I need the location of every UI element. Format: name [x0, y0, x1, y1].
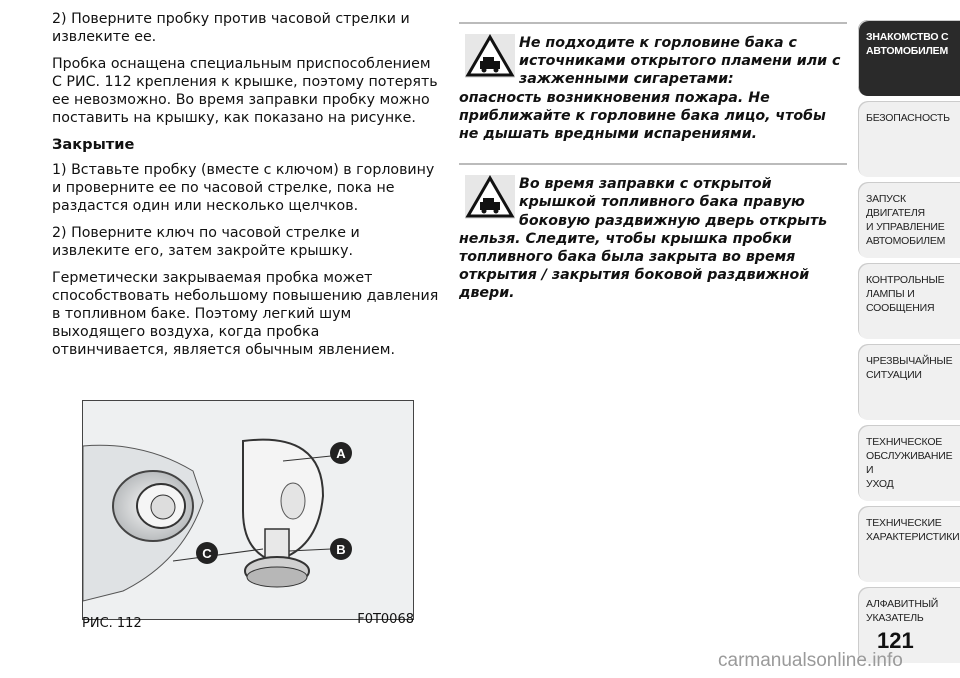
warnings-column — [459, 22, 847, 303]
tab-getting-to-know[interactable]: ЗНАКОМСТВО С АВТОМОБИЛЕМ — [858, 20, 960, 96]
tab-index[interactable]: АЛФАВИТНЫЙ УКАЗАТЕЛЬ — [858, 587, 960, 663]
body-text-column — [52, 10, 440, 368]
figure-number: РИС. 112 — [82, 616, 142, 631]
paragraph-cap-attachment: Пробка оснащена специальным приспособлением С РИС. 112 крепления к крышке, поэтому потерять ее невозможно. Во время заправки пробку можно поставить на крышку, как показано на рисунке. — [52, 56, 438, 126]
watermark: carmanualsonline.info — [718, 650, 903, 671]
tab-maintenance[interactable]: ТЕХНИЧЕСКОЕ ОБСЛУЖИВАНИЕ И УХОД — [858, 425, 960, 501]
warning-triangle-icon — [465, 175, 515, 219]
tab-warning-lights[interactable]: КОНТРОЛЬНЫЕ ЛАМПЫ И СООБЩЕНИЯ — [858, 263, 960, 339]
figure-code: F0T0068 — [357, 612, 414, 627]
tab-starting-driving[interactable]: ЗАПУСК ДВИГАТЕЛЯ И УПРАВЛЕНИЕ АВТОМОБИЛЕМ — [858, 182, 960, 258]
section-tabs — [858, 20, 960, 668]
tab-safety[interactable]: БЕЗОПАСНОСТЬ — [858, 101, 960, 177]
callout-c-label: C — [202, 546, 212, 561]
heading-closing: Закрытие — [52, 136, 135, 153]
paragraph-pressure-note: Герметически закрываемая пробка может способствовать небольшому повышению давления в топливном баке. Поэтому легкий шум выходящего воздуха, когда пробка отвинчивается, является обычным явлением. — [52, 270, 439, 358]
page-number: 121 — [877, 628, 914, 653]
figure-fuel-cap — [82, 400, 414, 620]
paragraph-step-2-open: 2) Поверните пробку против часовой стрелки и извлеките ее. — [52, 11, 410, 45]
warning-2-lead: Во время заправки с открытой крышкой топливного бака правую боковую раздвижную дверь открыть — [519, 176, 828, 229]
warning-1-rest: опасность возникновения пожара. Не приближайте к горловине бака лицо, чтобы не дышать вредными испарениями. — [459, 89, 826, 143]
tab-emergency[interactable]: ЧРЕЗВЫЧАЙНЫЕ СИТУАЦИИ — [858, 344, 960, 420]
warning-triangle-icon — [465, 34, 515, 78]
fuel-cap-illustration — [83, 401, 413, 619]
tab-specifications[interactable]: ТЕХНИЧЕСКИЕ ХАРАКТЕРИСТИКИ — [858, 506, 960, 582]
paragraph-step-2-close: 2) Поверните ключ по часовой стрелке и извлеките его, затем закройте крышку. — [52, 225, 360, 259]
warning-1-lead: Не подходите к горловине бака с источниками открытого пламени или с зажженными сигаретами: — [519, 35, 841, 88]
warning-open-flame — [459, 22, 847, 143]
callout-a-label: A — [336, 446, 346, 461]
callout-b-label: B — [336, 542, 346, 557]
warning-sliding-door — [459, 163, 847, 302]
warning-2-rest: нельзя. Следите, чтобы крышка пробки топливного бака была закрыта во время открытия / закрытия боковой раздвижной двери. — [459, 230, 810, 302]
paragraph-step-1-close: 1) Вставьте пробку (вместе с ключом) в горловину и проверните ее по часовой стрелке, пока не раздастся один или несколько щелчков. — [52, 162, 435, 214]
